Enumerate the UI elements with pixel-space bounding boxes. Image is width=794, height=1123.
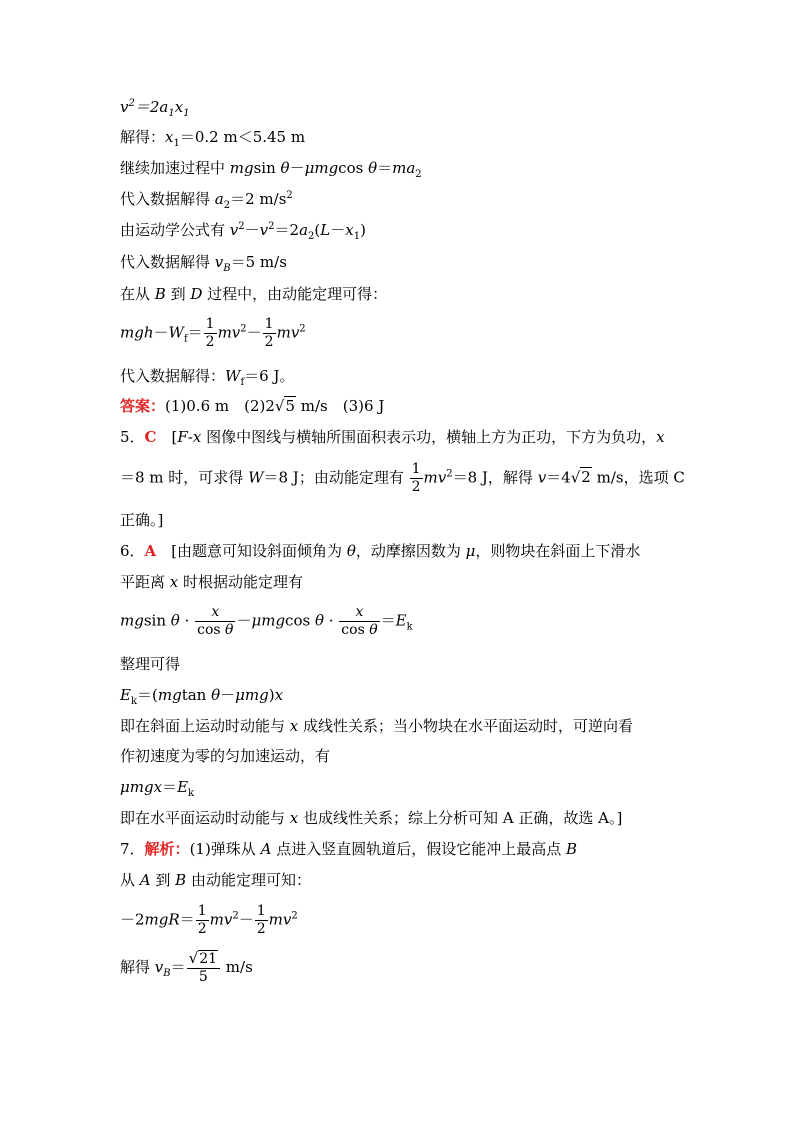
equation-line: －2mgR＝ $\frac{1}{2}$ $mv^2-$ $\frac{1}{2}$ $mv^2$ (120, 902, 298, 937)
text-line: 由运动学公式有 $v^2-v^2=2a_2(L-x_1)$ (120, 221, 366, 242)
question-6-line: 6．A [由题意可知设斜面倾角为 θ，动摩擦因数为 μ，则物块在斜面上下滑水 (120, 542, 641, 560)
text-line: 从 A 到 B 由动能定理可知： (120, 871, 311, 889)
answer-choice: C (144, 428, 157, 446)
analysis-label: 解析： (144, 840, 190, 858)
equation-line: 解得 $v_B=$ $\frac{√21}{5}$ m/s (120, 949, 253, 985)
text-line: 代入数据解得 $a_2=2$ $m/s^2$ (120, 190, 293, 211)
text-line: 即在斜面上运动时动能与 x 成线性关系；当小物块在水平面运动时，可逆向看 (120, 717, 634, 735)
text-line: 代入数据解得 $v_B=5$ m/s (120, 253, 287, 274)
question-number: 6． (120, 542, 145, 560)
answer-choice: A (144, 542, 157, 560)
text-line: ＝8 m 时，可求得 W＝8 J；由动能定理有 $\frac{1}{2}$ $mv^2=8$ J，解得 v＝4√2 m/s，选项 C (120, 460, 685, 495)
text-line: 解得：$x_1=0.2$ m＜5.45 m (120, 128, 306, 149)
text-line: 在从 B 到 D 过程中，由动能定理可得： (120, 285, 388, 303)
equation-line: $E_k=(mgtan$ θ－μmg)x (120, 686, 284, 707)
equation-line: $\mu mgx=E_k$ (120, 778, 195, 799)
question-number: 7． (120, 840, 145, 858)
equation-line: $v^2=2a_1x_1$ (120, 98, 190, 119)
question-number: 5． (120, 428, 145, 446)
answer-line: 答案：(1)0.6 m (2)2√5 m/s (3)6 J (120, 397, 385, 415)
text-line: 即在水平面运动时动能与 x 也成线性关系；综上分析可知 A 正确，故选 A。] (120, 809, 623, 827)
text-line: 继续加速过程中 mgsin θ－μmgcos $\theta=ma_2$ (120, 159, 422, 180)
text-line: 整理可得 (120, 655, 181, 673)
text-line: 正确。] (120, 511, 164, 529)
equation-line: mgsin θ · $\frac{x}{\text{cos θ}}$ －μmgcos θ · $\frac{x}{\text{cos θ}}$ $=E_k$ (120, 603, 413, 638)
equation-line: $mgh-W_f=$ $\frac{1}{2}$ $mv^2-$ $\frac{1}{2}$ $mv^2$ (120, 315, 306, 350)
answer-label: 答案： (120, 397, 166, 415)
text-line: 作初速度为零的匀加速运动，有 (120, 747, 331, 765)
question-5-line: 5．C [F-x 图像中图线与横轴所围面积表示功，横轴上方为正功，下方为负功，x (120, 428, 665, 446)
text-line: 平距离 x 时根据动能定理有 (120, 573, 304, 591)
text-line: 代入数据解得：$W_f=6$ J。 (120, 367, 295, 388)
question-7-line: 7．解析：(1)弹珠从 A 点进入竖直圆轨道后，假设它能冲上最高点 B (120, 840, 578, 858)
